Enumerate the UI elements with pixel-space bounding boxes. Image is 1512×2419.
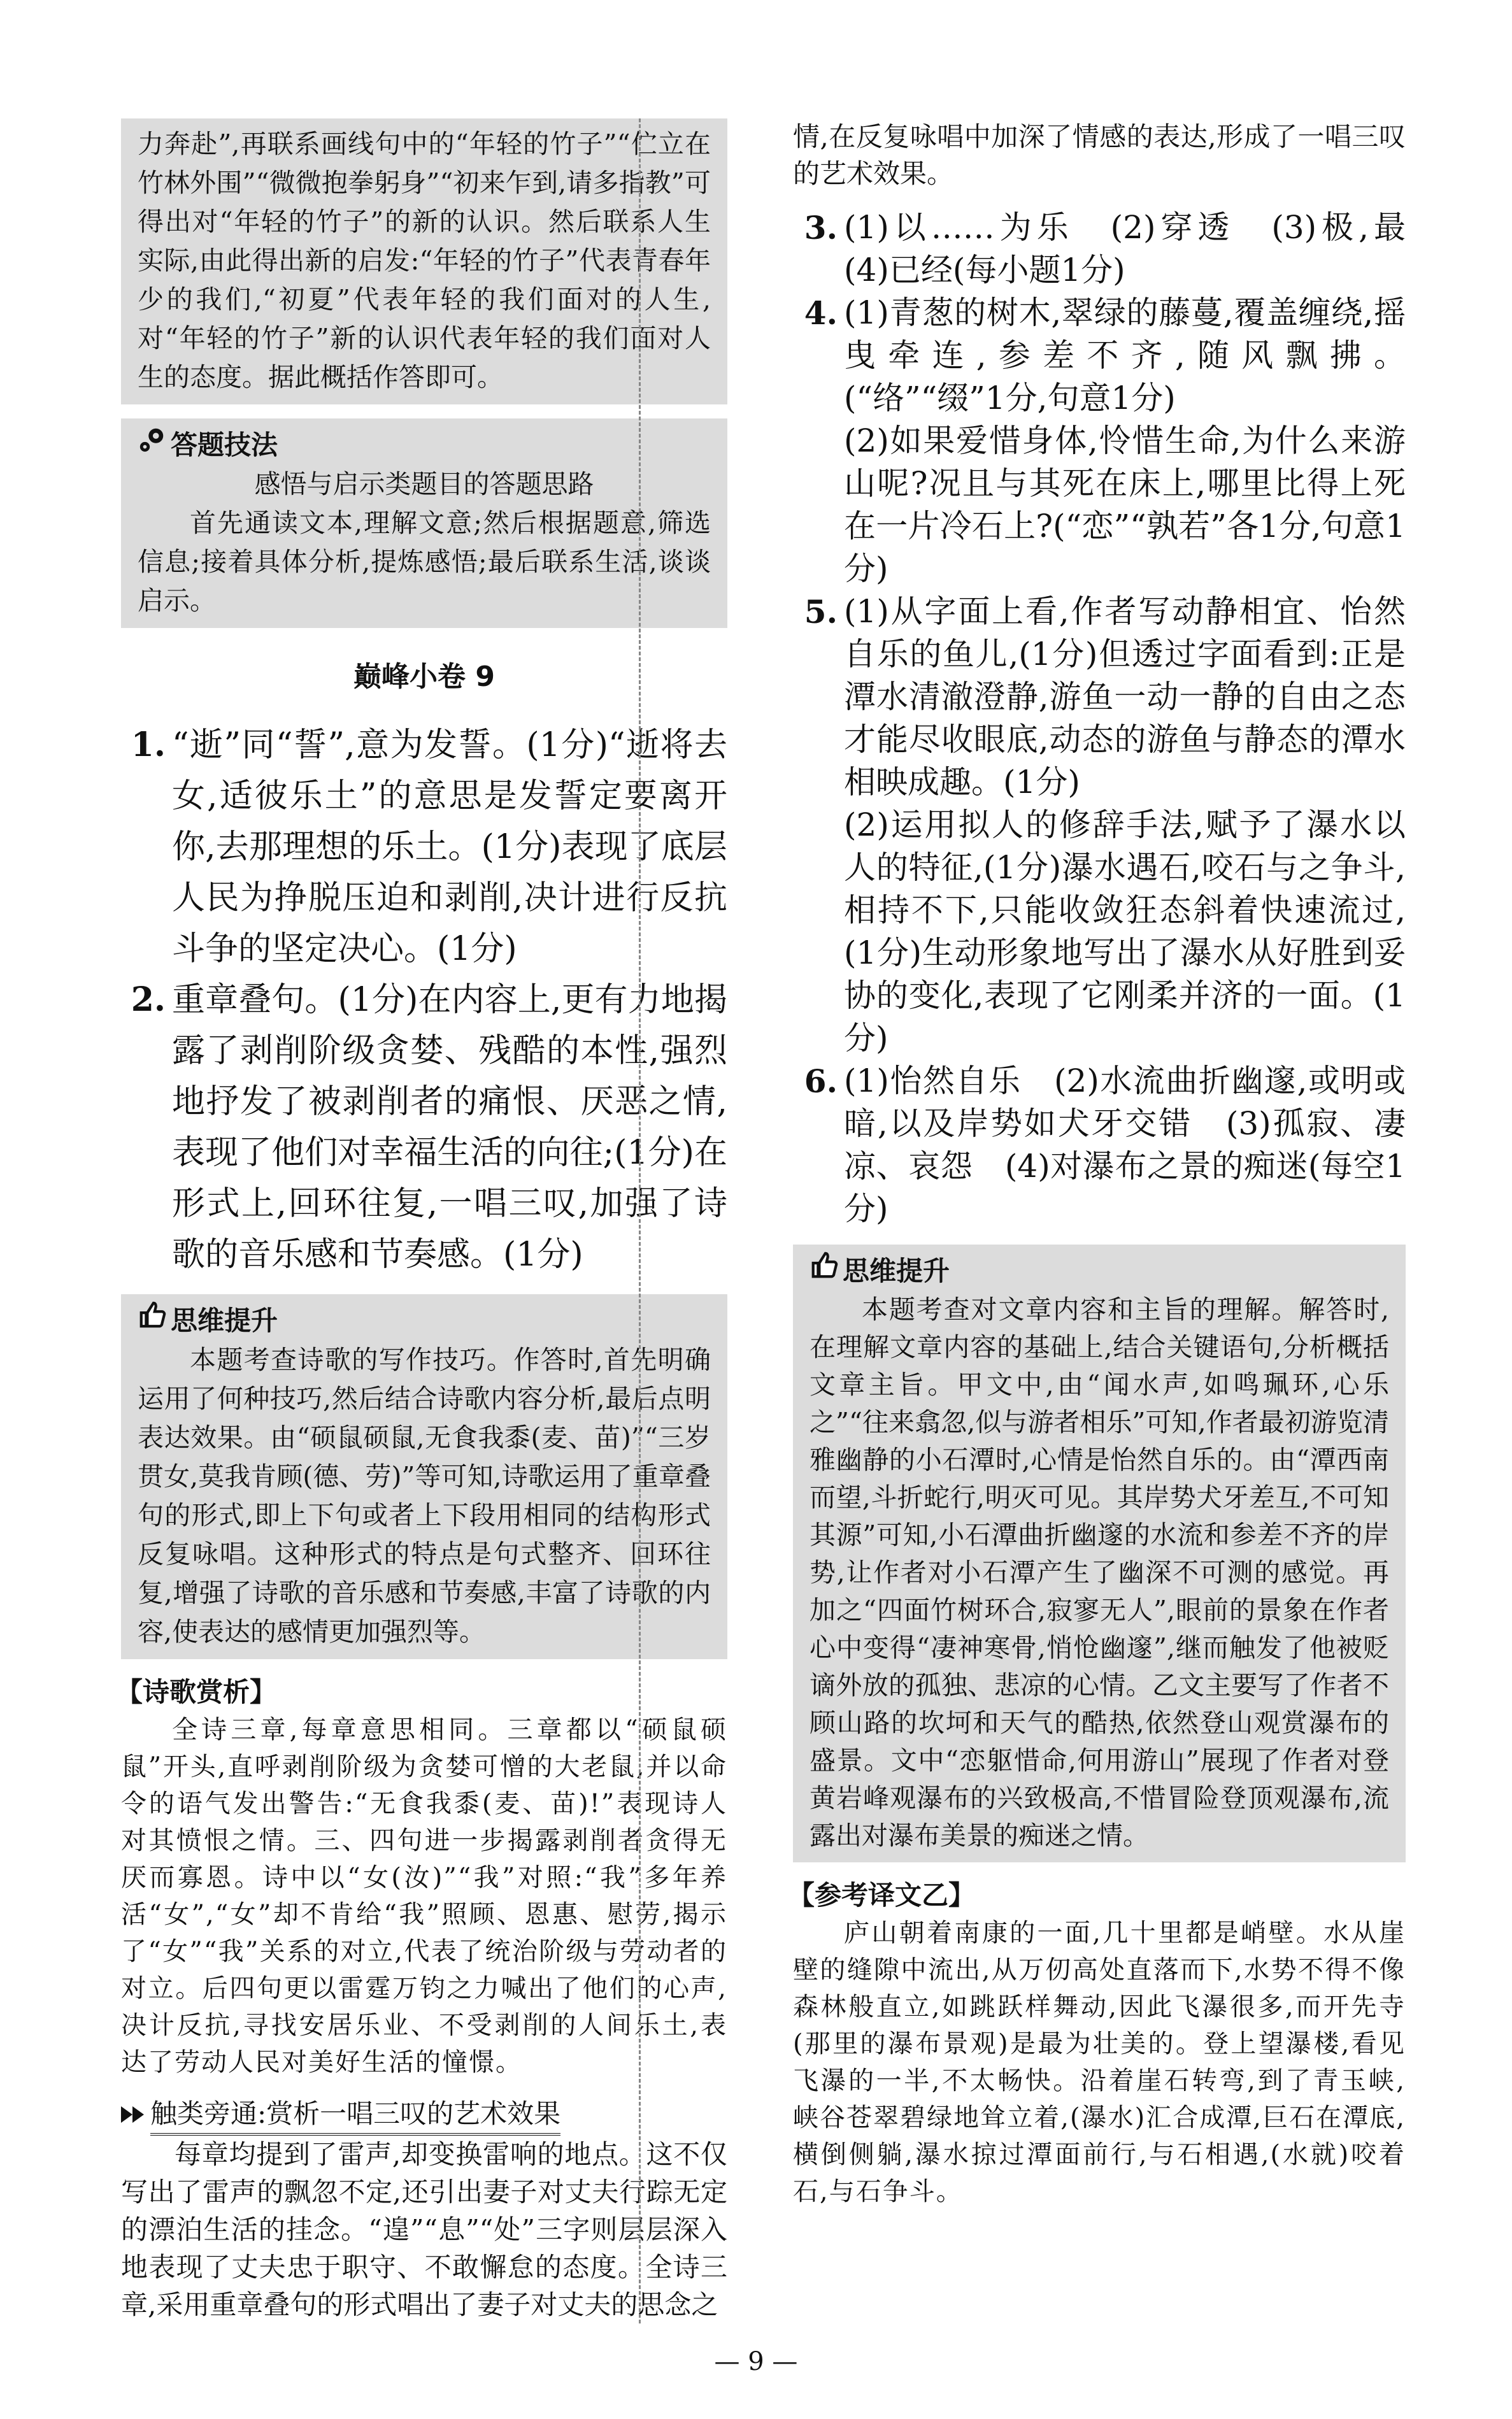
poem-analysis-heading: 【诗歌赏析】 [116,1676,277,1708]
thinking-title: 思维提升 [171,1304,278,1336]
columns [0,118,1512,2323]
gear-icon [138,425,167,465]
answer-technique-title: 答题技法 [171,429,278,460]
answer-technique-text: 首先通读文本,理解文意;然后根据题意,筛选信息;接着具体分析,提炼感悟;最后联系生活,谈谈启示。 [138,508,711,616]
thinking-title: 思维提升 [843,1255,950,1287]
question-item [793,206,1437,292]
analysis-continued-text: 力奔赴”,再联系画线句中的“年轻的竹子”“伫立在竹林外围”“微微抱拳躬身”“初来乍到,请多指教”可得出对“年轻的竹子”的新的认识。然后联系人生实际,由此得出新的启发:“年轻的竹子”代表青春年少的我们,“初夏”代表年轻的我们面对的人生,对“年轻的竹子”新的认识代表年轻的我们面对人生的态度。据此概括作答即可。 [138,129,711,392]
question-item [793,1060,1406,1231]
question-answer-part: (1)青葱的树木,翠绿的藤蔓,覆盖缠绕,摇曳牵连,参差不齐,随风飘拂。(“络”“缀”1分,句意1分) [844,294,1406,417]
related-link-title: 触类旁通:赏析一唱三叹的艺术效果 [150,2095,560,2136]
question-item [793,292,1406,590]
right-questions [793,206,1437,1231]
question-number: 3. [804,209,838,246]
question-number: 2. [131,980,166,1019]
question-number: 4. [804,294,838,332]
question-answer-part: (2)如果爱惜身体,怜惜生命,为什么来游山呢?况且与其死在床上,哪里比得上死在一片冷石上?(“恋”“孰若”各1分,句意1分) [844,422,1406,587]
question-item [121,720,727,974]
question-number: 6. [804,1062,838,1100]
continued-text: 情,在反复咏唱中加深了情感的表达,形成了一唱三叹的艺术效果。 [793,121,1406,189]
question-answer-part: (1)怡然自乐 (2)水流曲折幽邃,或明或暗,以及岸势如犬牙交错 (3)孤寂、凄凉、哀怨 (4)对瀑布之景的痴迷(每空1分) [844,1062,1406,1227]
answer-technique-subtitle: 感悟与启示类题目的答题思路 [254,469,594,499]
double-arrow-icon [121,2096,146,2134]
poem-analysis-text: 全诗三章,每章意思相同。三章都以“硕鼠硕鼠”开头,直呼剥削阶级为贪婪可憎的大老鼠,并以命令的语气发出警告:“无食我黍(麦、苗)!”表现诗人对其愤恨之情。三、四句进一步揭露剥削者贪得无厌而寡恩。诗中以“女(汝)”“我”对照:“我”多年养活“女”,“女”却不肯给“我”照顾、恩惠、慰劳,揭示了“女”“我”关系的对立,代表了统治阶级与劳动者的对立。后四句更以雷霆万钧之力喊出了他们的心声,决计反抗,寻找安居乐业、不受剥削的人间乐土,表达了劳动人民对美好生活的憧憬。 [121,1715,727,2077]
question-answer-part: (1)以……为乐 (2)穿透 (3)极,最 (4)已经(每小题1分) [844,209,1437,289]
answer-technique-heading [138,425,711,465]
analysis-continued-box [121,118,727,404]
thinking-box-right [793,1245,1406,1862]
question-number: 1. [131,725,166,764]
page-number: — 9 — [714,2347,798,2376]
right-column [788,118,1437,2323]
thumbs-up-icon [138,1301,167,1341]
question-answer: 重章叠句。(1分)在内容上,更有力地揭露了剥削阶级贪婪、残酷的本性,强烈地抒发了被剥削者的痛恨、厌恶之情,表现了他们对幸福生活的向往;(1分)在形式上,回环往复,一唱三叹,加强了诗歌的音乐感和节奏感。(1分) [172,981,727,1274]
section-title: 巅峰小卷 9 [353,660,495,693]
thinking-box [121,1294,727,1659]
thumbs-up-icon [809,1251,839,1291]
thinking-text: 本题考查对文章内容和主旨的理解。解答时,在理解文章内容的基础上,结合关键语句,分析概括文章主旨。甲文中,由“闻水声,如鸣珮环,心乐之”“往来翕忽,似与游者相乐”可知,作者最初游览清雅幽静的小石潭时,心情是怡然自乐的。由“潭西南而望,斗折蛇行,明灭可见。其岸势犬牙差互,不可知其源”可知,小石潭曲折幽邃的水流和参差不齐的岸势,让作者对小石潭产生了幽深不可测的感觉。再加之“四面竹树环合,寂寥无人”,眼前的景象在作者心中变得“凄神寒骨,悄怆幽邃”,继而触发了他被贬谪外放的孤独、悲凉的心情。乙文主要写了作者不顾山路的坎坷和天气的酷热,依然登山观赏瀑布的盛景。文中“恋躯惜命,何用游山”展现了作者对登黄岩峰观瀑布的兴致极高,不惜冒险登顶观瀑布,流露出对瀑布美景的痴迷之情。 [809,1294,1389,1851]
left-column [116,118,727,2323]
translation-heading: 【参考译文乙】 [788,1880,976,1911]
question-item [793,590,1406,1060]
related-link-heading [121,2095,727,2136]
left-questions [121,720,727,1280]
thinking-text: 本题考查诗歌的写作技巧。作答时,首先明确运用了何种技巧,然后结合诗歌内容分析,最后点明表达效果。由“硕鼠硕鼠,无食我黍(麦、苗)”“三岁贯女,莫我肯顾(德、劳)”等可知,诗歌运用了重章叠句的形式,即上下句或者上下段用相同的结构形式反复咏唱。这种形式的特点是句式整齐、回环往复,增强了诗歌的音乐感和节奏感,丰富了诗歌的内容,使表达的感情更加强烈等。 [138,1345,711,1647]
answer-technique-box [121,418,727,628]
thinking-heading [809,1251,1389,1291]
question-answer: “逝”同“誓”,意为发誓。(1分)“逝将去女,适彼乐土”的意思是发誓定要离开你,去那理想的乐土。(1分)表现了底层人民为挣脱压迫和剥削,决计进行反抗斗争的坚定决心。(1分) [172,726,727,968]
question-answer-part: (2)运用拟人的修辞手法,赋予了瀑水以人的特征,(1分)瀑水遇石,咬石与之争斗,相持不下,只能收敛狂态斜着快速流过,(1分)生动形象地写出了瀑水从好胜到妥协的变化,表现了它刚柔并济的一面。(1分) [844,806,1406,1057]
thinking-heading [138,1301,711,1341]
column-divider [639,118,641,2323]
related-link-text: 每章均提到了雷声,却变换雷响的地点。这不仅写出了雷声的飘忽不定,还引出妻子对丈夫行踪无定的漂泊生活的挂念。“遑”“息”“处”三字则层层深入地表现了丈夫忠于职守、不敢懈怠的态度。全诗三章,采用重章叠句的形式唱出了妻子对丈夫的思念之 [121,2139,727,2320]
translation-text: 庐山朝着南康的一面,几十里都是峭壁。水从崖壁的缝隙中流出,从万仞高处直落而下,水势不得不像森林般直立,如跳跃样舞动,因此飞瀑很多,而开先寺(那里的瀑布景观)是最为壮美的。登上望瀑楼,看见飞瀑的一半,不太畅快。沿着崖石转弯,到了青玉峡,峡谷苍翠碧绿地耸立着,(瀑水)汇合成潭,巨石在潭底,横倒侧躺,瀑水掠过潭面前行,与石相遇,(水就)咬着石,与石争斗。 [793,1918,1406,2206]
question-number: 5. [804,593,838,631]
question-answer-part: (1)从字面上看,作者写动静相宜、怡然自乐的鱼儿,(1分)但透过字面看到:正是潭水清澈澄静,游鱼一动一静的自由之态才能尽收眼底,动态的游鱼与静态的潭水相映成趣。(1分) [844,593,1406,801]
question-item [121,974,727,1280]
